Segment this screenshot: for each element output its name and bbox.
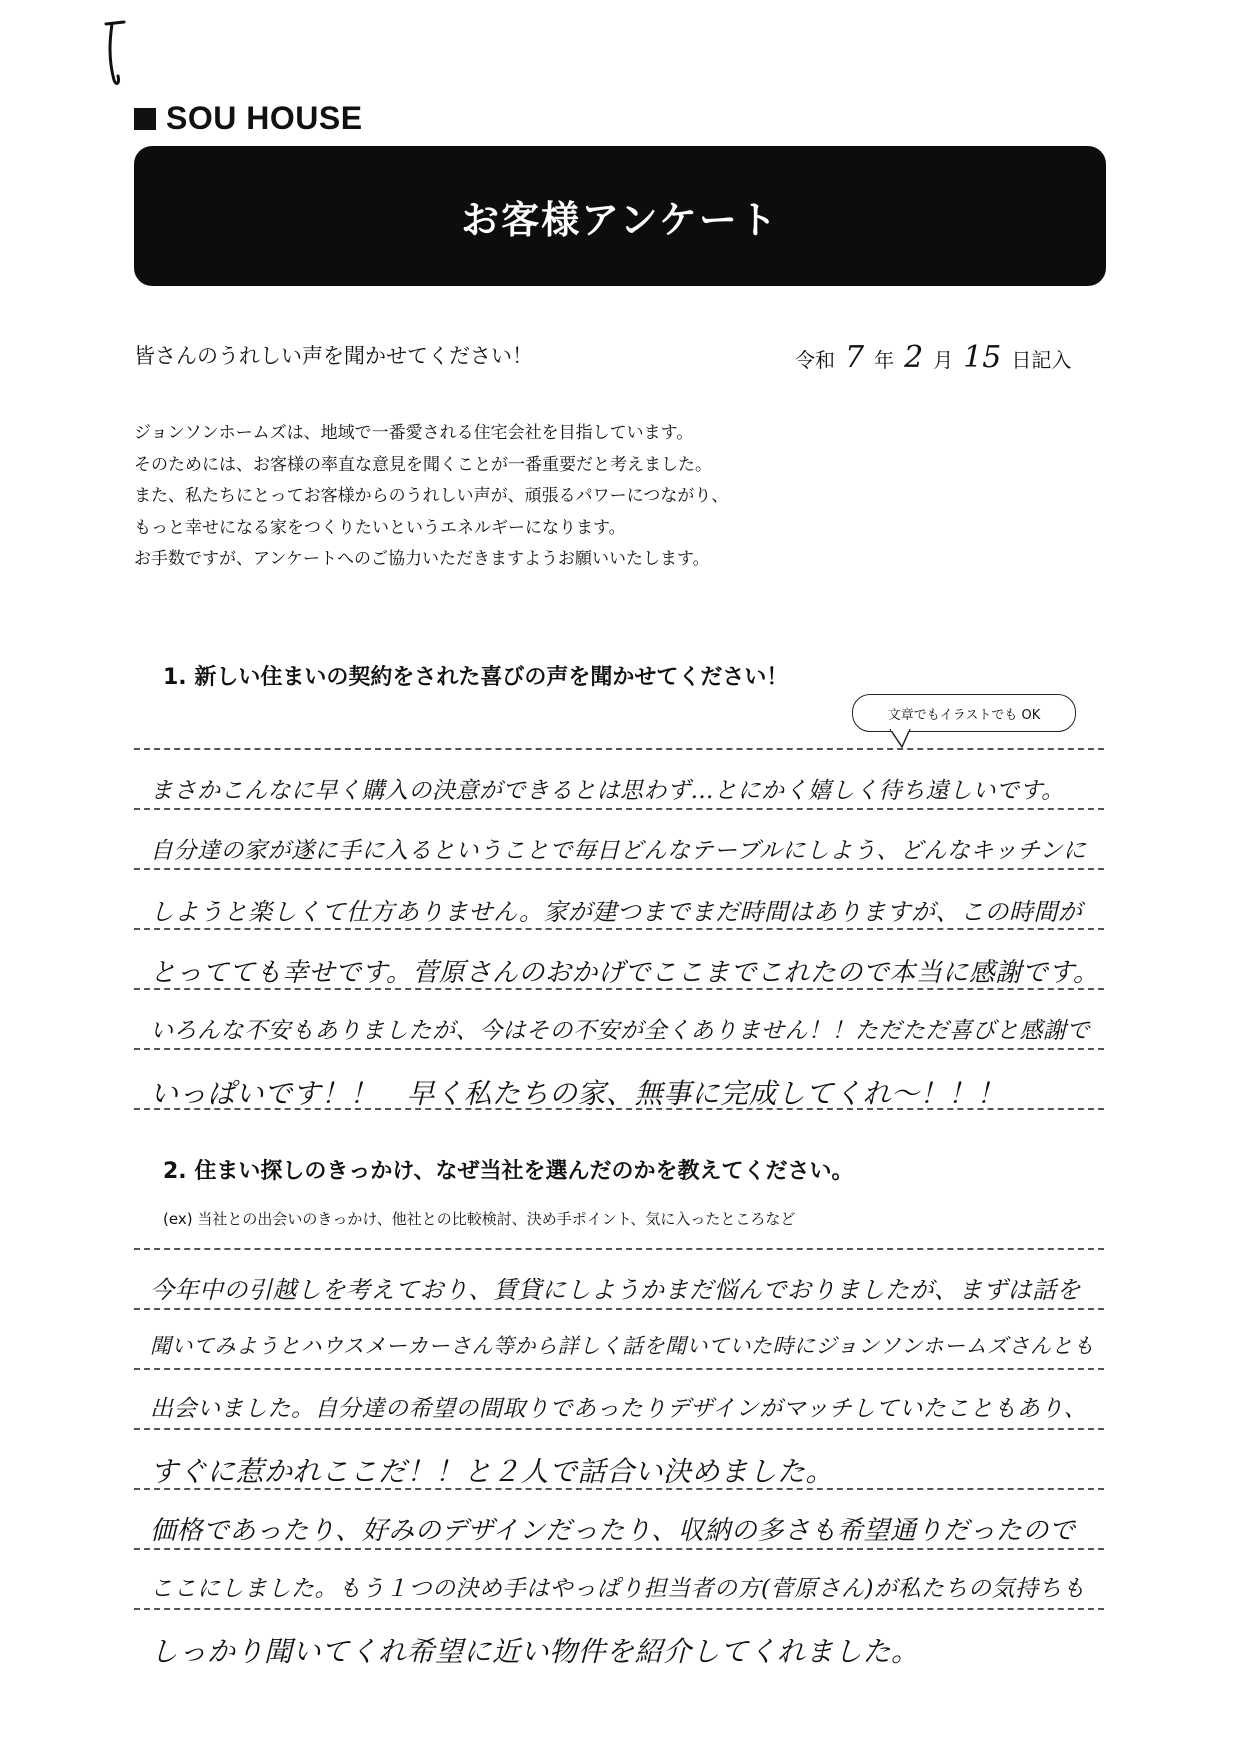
intro-line: もっと幸せになる家をつくりたいというエネルギーになります。 <box>134 517 626 538</box>
handwritten-line: 自分達の家が遂に手に入るということで毎日どんなテーブルにしよう、どんなキッチンに <box>150 838 1087 864</box>
date-year-label: 年 <box>874 348 895 372</box>
dashed-line <box>134 748 1104 750</box>
question-2-title: 2. 住まい探しのきっかけ、なぜ当社を選んだのかを教えてください。 <box>163 1159 854 1184</box>
page-title: お客様アンケート <box>461 197 779 242</box>
brand-square-icon <box>134 108 156 130</box>
dashed-line <box>134 928 1104 930</box>
intro-line: また、私たちにとってお客様からのうれしい声が、頑張るパワーにつながり、 <box>134 486 729 506</box>
dashed-line <box>134 1048 1104 1050</box>
dashed-line <box>134 868 1104 870</box>
handwritten-line: いっぱいです！！ 早く私たちの家、無事に完成してくれ〜！！！ <box>150 1077 1006 1110</box>
intro-paragraph <box>134 418 728 576</box>
dashed-line <box>134 1308 1104 1310</box>
handwritten-line: すぐに惹かれここだ！！と２人で話合い決めました。 <box>150 1455 835 1488</box>
speech-bubble: 文章でもイラストでも OK <box>852 694 1076 732</box>
dashed-line <box>134 1368 1104 1370</box>
handwritten-line: ここにしました。もう１つの決め手はやっぱり担当者の方(菅原さん)が私たちの気持ちも <box>150 1576 1086 1602</box>
dashed-line <box>134 1428 1104 1430</box>
handwritten-line: とってても幸せです。菅原さんのおかげでここまでこれたので本当に感謝です。 <box>150 958 1100 988</box>
dashed-line <box>134 1548 1104 1550</box>
date-field <box>795 340 1071 375</box>
handwritten-line: まさかこんなに早く購入の決意ができるとは思わず…とにかく嬉しく待ち遠しいです。 <box>150 778 1065 804</box>
handwritten-line: しようと楽しくて仕方ありません。家が建つまでまだ時間はありますが、この時間が <box>150 898 1083 926</box>
date-day-label: 日記入 <box>1011 348 1072 372</box>
dashed-line <box>134 1608 1104 1610</box>
subtitle: 皆さんのうれしい声を聞かせてください！ <box>134 344 533 368</box>
question-1-title: 1. 新しい住まいの契約をされた喜びの声を聞かせてください！ <box>163 665 789 690</box>
title-banner <box>134 146 1106 286</box>
date-day-value: 15 <box>963 340 1002 375</box>
date-month-value: 2 <box>904 340 924 375</box>
handwritten-line: しっかり聞いてくれ希望に近い物件を紹介してくれました。 <box>150 1635 920 1668</box>
handwritten-line: いろんな不安もありましたが、今はその不安が全くありません！！ただただ喜びと感謝で <box>150 1018 1090 1044</box>
date-month-label: 月 <box>933 348 954 372</box>
speech-bubble-tail-icon <box>888 729 912 749</box>
question-2-example-note: (ex) 当社との出会いのきっかけ、他社との比較検討、決め手ポイント、気に入ったところなど <box>163 1210 796 1228</box>
handwritten-line: 価格であったり、好みのデザインだったり、収納の多さも希望通りだったので <box>150 1516 1076 1546</box>
handwritten-mark <box>100 18 130 88</box>
brand-name: SOU HOUSE <box>166 100 363 136</box>
date-era: 令和 <box>795 348 835 372</box>
handwritten-line: 今年中の引越しを考えており、賃貸にしようかまだ悩んでおりましたが、まずは話を <box>150 1276 1081 1304</box>
dashed-line <box>134 808 1104 810</box>
brand-header <box>134 100 363 137</box>
intro-line: そのためには、お客様の率直な意見を聞くことが一番重要だと考えました。 <box>134 454 712 475</box>
handwritten-line: 聞いてみようとハウスメーカーさん等から詳しく話を聞いていた時にジョンソンホームズさんとも <box>150 1334 1095 1358</box>
dashed-line <box>134 1248 1104 1250</box>
intro-line: お手数ですが、アンケートへのご協力いただきますようお願いいたします。 <box>134 549 710 569</box>
intro-line: ジョンソンホームズは、地域で一番愛される住宅会社を目指しています。 <box>134 423 694 443</box>
handwritten-line: 出会いました。自分達の希望の間取りであったりデザインがマッチしていたこともあり、 <box>150 1396 1088 1422</box>
date-year-value: 7 <box>845 340 865 375</box>
